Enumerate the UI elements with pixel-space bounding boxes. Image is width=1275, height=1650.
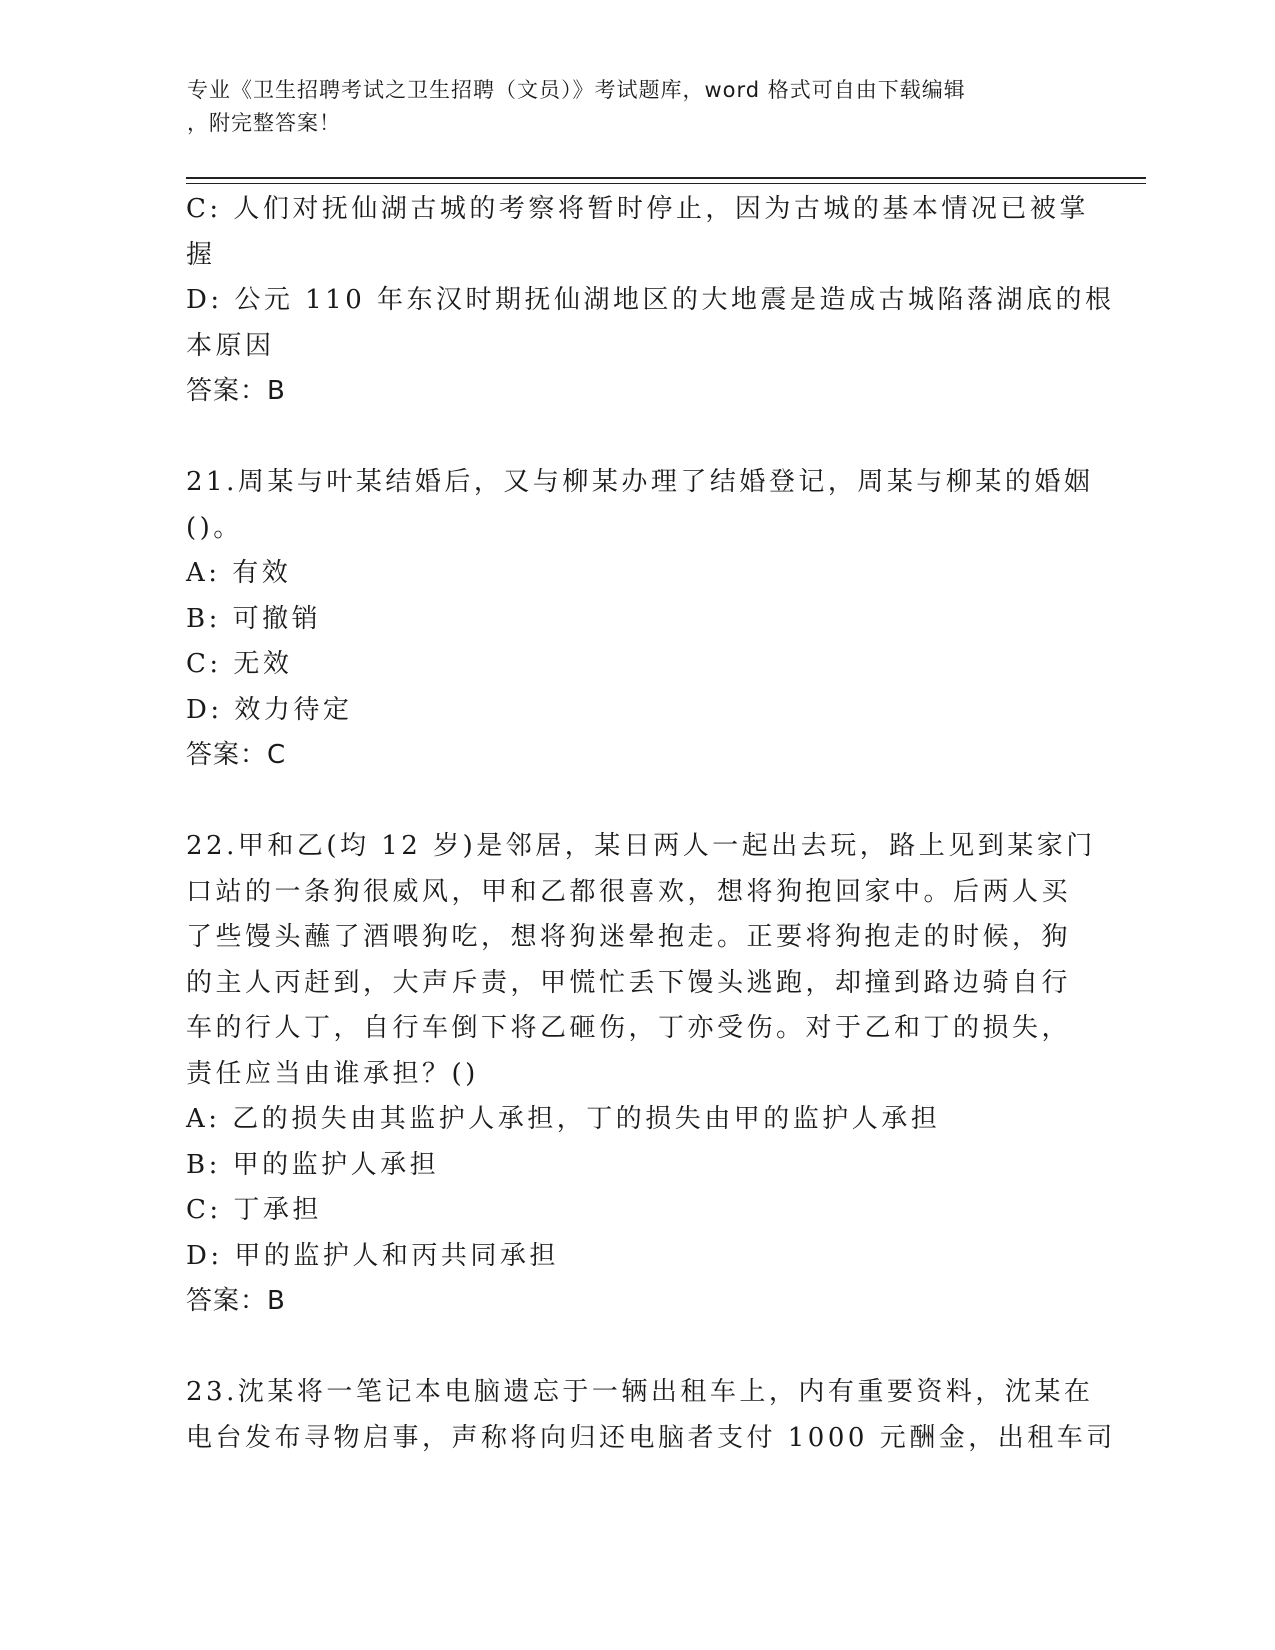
spacer	[186, 1325, 1086, 1371]
q22-stem-line-6: 责任应当由谁承担？()	[186, 1058, 479, 1089]
spacer	[186, 415, 1086, 461]
header-line-2: ，附完整答案！	[187, 111, 341, 135]
prev-option-d-line-2: 本原因	[186, 330, 275, 361]
q22-option-b: B: 甲的监护人承担	[186, 1149, 440, 1180]
q22-stem-line-3: 了些馒头蘸了酒喂狗吃，想将狗迷晕抱走。正要将狗抱走的时候，狗	[186, 922, 1072, 952]
question-content	[186, 187, 1116, 1461]
q23-stem-line-1: 23.沈某将一笔记本电脑遗忘于一辆出租车上，内有重要资料，沈某在	[186, 1377, 1094, 1407]
q21-stem-line-2: ()。	[186, 512, 243, 543]
q21-option-c: C: 无效	[186, 649, 293, 679]
q21-option-d: D: 效力待定	[186, 694, 353, 725]
q22-answer: 答案：B	[186, 1286, 286, 1316]
q21-option-b: B: 可撤销	[186, 603, 322, 634]
q22-stem-line-5: 车的行人丁，自行车倒下将乙砸伤，丁亦受伤。对于乙和丁的损失，	[186, 1013, 1072, 1043]
prev-option-d-line-1: D: 公元 110 年东汉时期抚仙湖地区的大地震是造成古城陷落湖底的根	[186, 285, 1115, 315]
q22-stem-line-4: 的主人丙赶到，大声斥责，甲慌忙丢下馒头逃跑，却撞到路边骑自行	[186, 967, 1072, 998]
prev-answer: 答案：B	[186, 376, 286, 406]
header-divider-thin	[186, 183, 1146, 184]
q21-stem-line-1: 21.周某与叶某结婚后，又与柳某办理了结婚登记，周某与柳某的婚姻	[186, 467, 1094, 497]
q23-stem-line-2: 电台发布寻物启事，声称将向归还电脑者支付 1000 元酬金，出租车司	[186, 1422, 1116, 1453]
q21-option-a: A: 有效	[186, 558, 292, 588]
prev-option-c-line-1: C: 人们对抚仙湖古城的考察将暂时停止，因为古城的基本情况已被掌	[186, 194, 1089, 224]
header-line-1: 专业《卫生招聘考试之卫生招聘（文员）》考试题库，word 格式可自由下载编辑	[187, 78, 966, 102]
q22-option-c: C: 丁承担	[186, 1195, 322, 1225]
header-divider-thick	[186, 177, 1146, 179]
q22-stem-line-2: 口站的一条狗很威风，甲和乙都很喜欢，想将狗抱回家中。后两人买	[186, 876, 1072, 907]
spacer	[186, 779, 1086, 825]
prev-option-c-line-2: 握	[186, 239, 216, 270]
q22-stem-line-1: 22.甲和乙(均 12 岁)是邻居，某日两人一起出去玩，路上见到某家门	[186, 831, 1096, 861]
document-header	[187, 74, 1067, 140]
q22-option-d: D: 甲的监护人和丙共同承担	[186, 1240, 559, 1271]
q21-answer: 答案：C	[186, 740, 287, 770]
q22-option-a: A: 乙的损失由其监护人承担，丁的损失由甲的监护人承担	[186, 1104, 941, 1134]
